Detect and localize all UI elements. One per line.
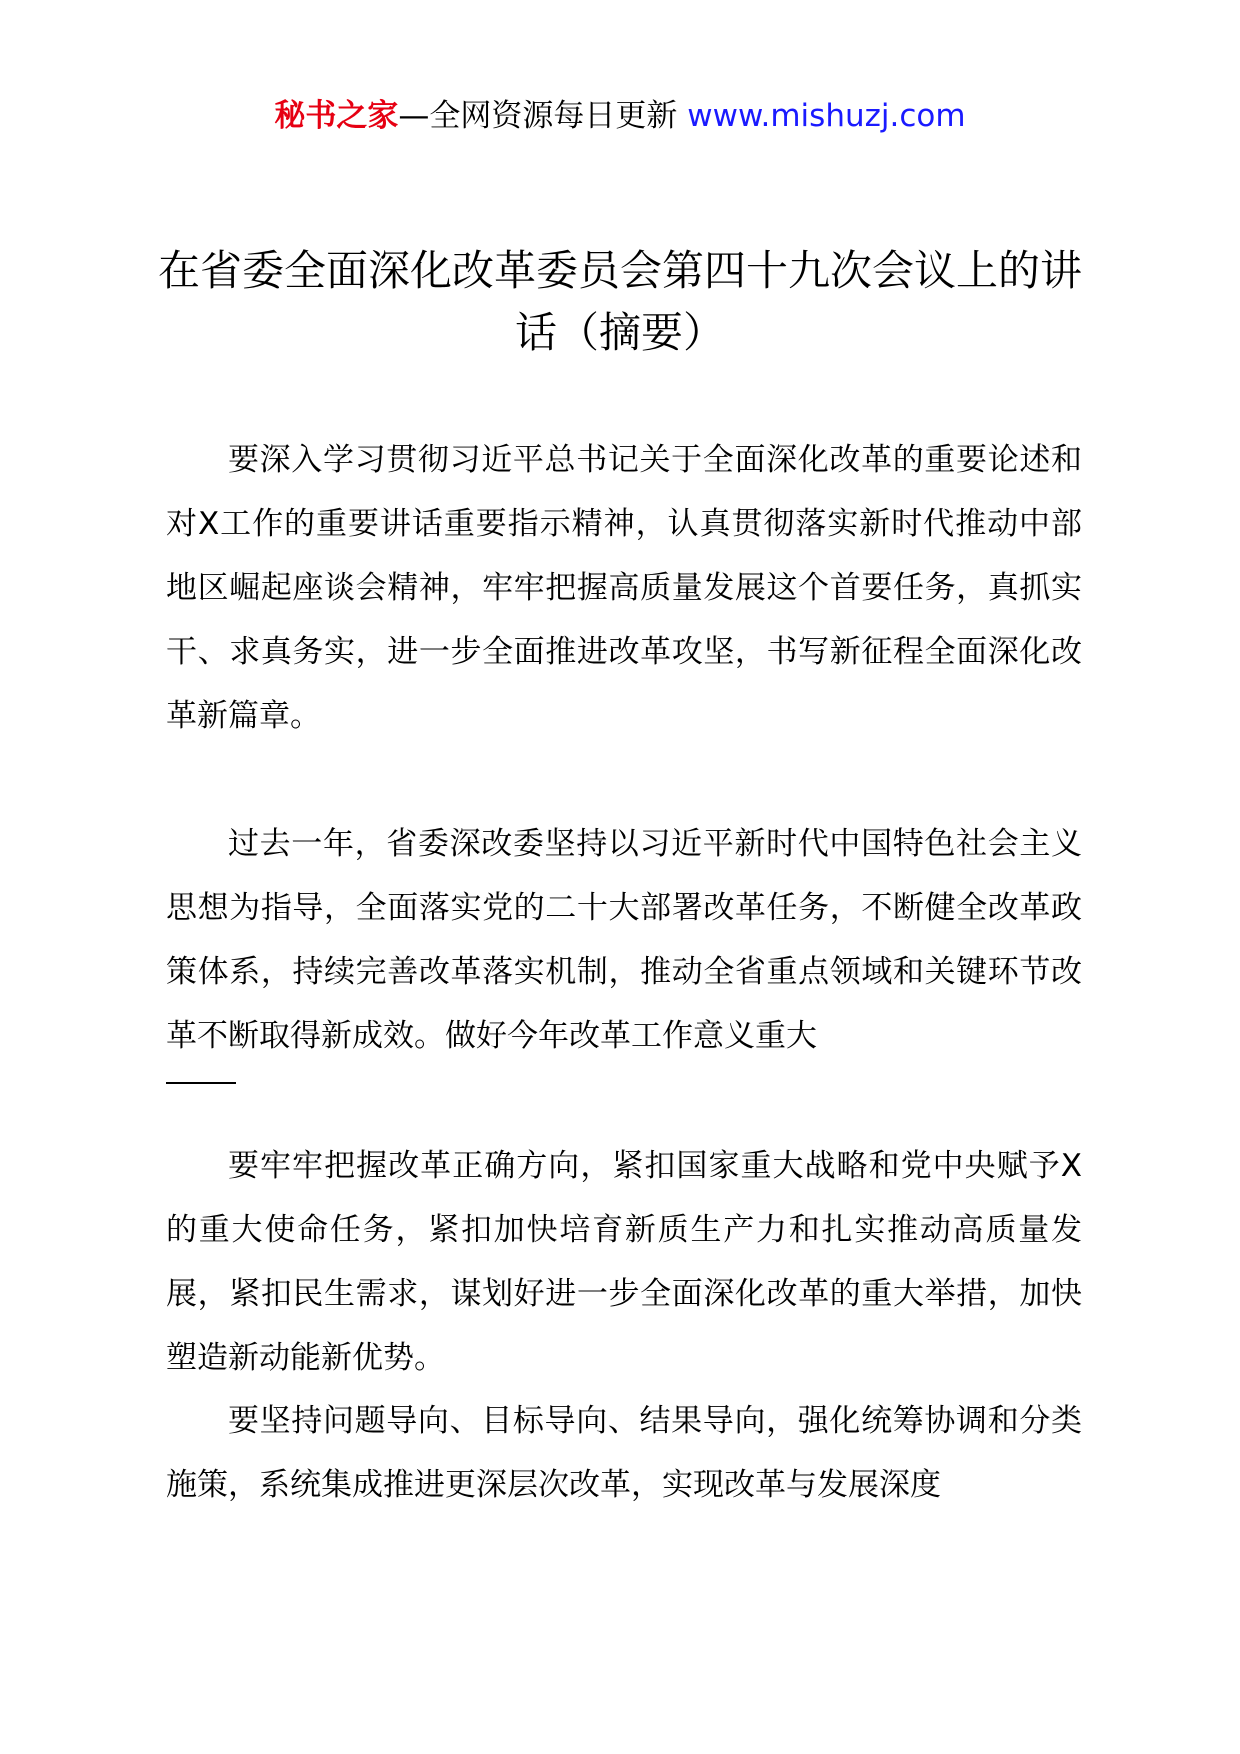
paragraph-3: 要牢牢把握改革正确方向，紧扣国家重大战略和党中央赋予X的重大使命任务，紧扣加快培育新质生产力和扎实推动高质量发展，紧扣民生需求，谋划好进一步全面深化改革的重大举措，加快塑造新动能新优势。 xyxy=(166,1148,1082,1376)
document-title: 在省委全面深化改革委员会第四十九次会议上的讲话（摘要） xyxy=(157,246,1082,357)
site-tagline: —全网资源每日更新 xyxy=(398,98,678,134)
em-dash-line xyxy=(166,1082,236,1084)
paragraph-4: 要坚持问题导向、目标导向、结果导向，强化统筹协调和分类施策，系统集成推进更深层次改革，实现改革与发展深度 xyxy=(166,1403,1082,1503)
paragraph-1: 要深入学习贯彻习近平总书记关于全面深化改革的重要论述和对X工作的重要讲话重要指示精神，认真贯彻落实新时代推动中部地区崛起座谈会精神，牢牢把握高质量发展这个首要任务，真抓实干、求真务实，进一步全面推进改革攻坚，书写新征程全面深化改革新篇章。 xyxy=(166,442,1082,734)
site-url-link[interactable]: www.mishuzj.com xyxy=(687,98,966,134)
site-brand: 秘书之家 xyxy=(274,98,399,134)
paragraph-2: 过去一年，省委深改委坚持以习近平新时代中国特色社会主义思想为指导，全面落实党的二十大部署改革任务，不断健全改革政策体系，持续完善改革落实机制，推动全省重点领域和关键环节改革不断取得新成效。做好今年改革工作意义重大 xyxy=(166,826,1082,1054)
site-header xyxy=(0,96,1240,136)
